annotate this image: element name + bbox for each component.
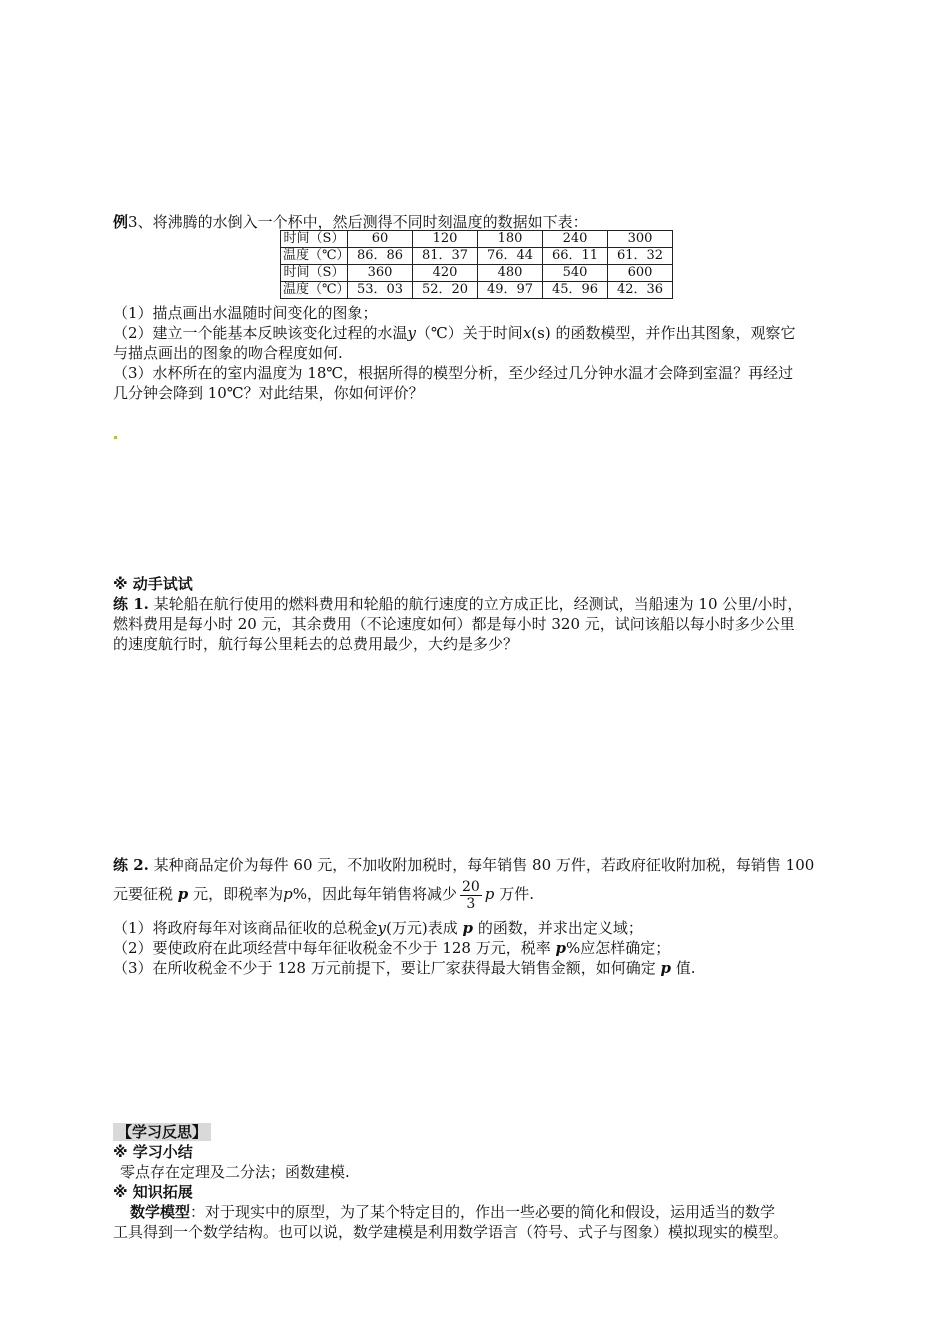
sub3-text-b: 值. (675, 959, 696, 977)
sub1-var-y: y (377, 919, 387, 937)
table-cell: 360 (348, 265, 413, 282)
p2-text-c: %，因此每年销售将减少 (292, 885, 457, 903)
model-label: 数学模型 (130, 1203, 191, 1221)
table-cell: 60 (348, 231, 413, 248)
model-text1: ：对于现实中的原型，为了某个特定目的，作出一些必要的简化和假设，运用适当的数学 (190, 1203, 776, 1221)
table-row-header: 温度（℃） (281, 248, 348, 265)
q2-var-x: x (522, 324, 532, 342)
table-cell: 240 (543, 231, 608, 248)
table-row (281, 248, 673, 265)
sub2-var-p: p (555, 939, 566, 957)
practice1-line2: 燃料费用是每小时 20 元，其余费用（不论速度如何）都是每小时 320 元，试问该船以每小时多少公里 (113, 615, 795, 633)
stray-dot (114, 436, 117, 439)
reflection-tag (113, 1122, 211, 1142)
q2-text-c: (s) 的函数模型，并作出其图象，观察它 (531, 324, 796, 342)
table-cell: 300 (608, 231, 673, 248)
table-row (281, 265, 673, 282)
example-number: 3 (128, 213, 138, 231)
q2-var-y: y (407, 324, 417, 342)
practice2-sub2 (113, 938, 670, 958)
table-row (281, 231, 673, 248)
sub1-var-p: p (462, 919, 474, 937)
table-cell: 180 (478, 231, 543, 248)
sub1-text-a: （1）将政府每年对该商品征收的总税金 (113, 919, 378, 937)
practice2-line1 (113, 855, 814, 875)
sub3-text-a: （3）在所收税金不少于 128 万元前提下，要让厂家获得最大销售金额，如何确定 (113, 959, 656, 977)
summary-text: 零点存在定理及二分法；函数建模. (120, 1163, 350, 1181)
p2-text-a: 元要征税 (113, 885, 174, 903)
sub3-var-p: p (660, 959, 671, 977)
table-cell: 600 (608, 265, 673, 282)
fraction-numerator: 20 (461, 878, 480, 895)
model-line2: 工具得到一个数学结构。也可以说，数学建模是利用数学语言（符号、式子与图象）模拟现实的模型。 (113, 1223, 789, 1241)
tryit-heading: ※ 动手试试 (113, 575, 193, 593)
table-row (281, 282, 673, 299)
table-cell: 52．20 (413, 282, 478, 299)
p2-var-p: p (177, 885, 189, 903)
q2-text-b: （℃）关于时间 (416, 324, 523, 342)
practice2-sub1 (113, 918, 643, 938)
table-cell: 86．86 (348, 248, 413, 265)
p2-var-p3: p (484, 885, 495, 903)
table-cell: 420 (413, 265, 478, 282)
table-cell: 480 (478, 265, 543, 282)
practice2-line2 (113, 876, 534, 912)
table-row-header: 时间（S） (281, 231, 348, 248)
model-line1 (130, 1202, 775, 1222)
example3-q2-line2: 与描点画出的图象的吻合程度如何. (113, 344, 343, 362)
fraction (460, 879, 482, 912)
q2-text-a: （2）建立一个能基本反映该变化过程的水温 (113, 324, 408, 342)
p2-text-b: 元，即税率为 (193, 885, 284, 903)
table-cell: 53．03 (348, 282, 413, 299)
table-cell: 76．44 (478, 248, 543, 265)
p2-var-p2: p (283, 885, 293, 903)
practice2-label: 练 2. (113, 856, 149, 874)
table-cell: 81．37 (413, 248, 478, 265)
table-row-header: 时间（S） (281, 265, 348, 282)
sub2-text-b: %应怎样确定； (566, 939, 671, 957)
practice1-label: 练 1. (113, 595, 149, 613)
table-cell: 61．32 (608, 248, 673, 265)
table-cell: 49．97 (478, 282, 543, 299)
summary-heading: ※ 学习小结 (113, 1143, 193, 1161)
table-row-header: 温度（℃） (281, 282, 348, 299)
example3-q2-line1 (113, 323, 795, 343)
practice1-line1 (113, 594, 802, 614)
p2-text-d: 万件. (499, 885, 534, 903)
sub1-text-b: (万元)表成 (386, 919, 458, 937)
example-text: 、将沸腾的水倒入一个杯中，然后测得不同时刻温度的数据如下表： (137, 213, 588, 231)
practice1-text1: 某轮船在航行使用的燃料费用和轮船的航行速度的立方成正比，经测试，当船速为 10 公里/小时， (148, 595, 803, 613)
reflection-tag-label: 【学习反思】 (113, 1123, 211, 1141)
table-cell: 66．11 (543, 248, 608, 265)
example3-q3-line2: 几分钟会降到 10℃？对此结果，你如何评价？ (113, 384, 424, 402)
fraction-denominator: 3 (466, 895, 476, 912)
example-label: 例 (113, 213, 129, 231)
sub1-text-c: 的函数，并求出定义域； (477, 919, 643, 937)
table-cell: 45．96 (543, 282, 608, 299)
practice1-line3: 的速度航行时，航行每公里耗去的总费用最少，大约是多少？ (113, 635, 519, 653)
temperature-table (280, 230, 673, 299)
practice2-sub3 (113, 958, 696, 978)
example3-q1: （1）描点画出水温随时间变化的图象； (113, 304, 378, 322)
practice2-text1: 某种商品定价为每件 60 元，不加收附加税时，每年销售 80 万件，若政府征收附加税，每销售 100 (148, 856, 815, 874)
expand-heading: ※ 知识拓展 (113, 1183, 193, 1201)
table-cell: 540 (543, 265, 608, 282)
example3-q3-line1: （3）水杯所在的室内温度为 18℃，根据所得的模型分析，至少经过几分钟水温才会降到室温？再经过 (113, 364, 794, 382)
table-cell: 42．36 (608, 282, 673, 299)
sub2-text-a: （2）要使政府在此项经营中每年征收税金不少于 128 万元，税率 (113, 939, 551, 957)
example3-intro (113, 212, 588, 232)
table-cell: 120 (413, 231, 478, 248)
